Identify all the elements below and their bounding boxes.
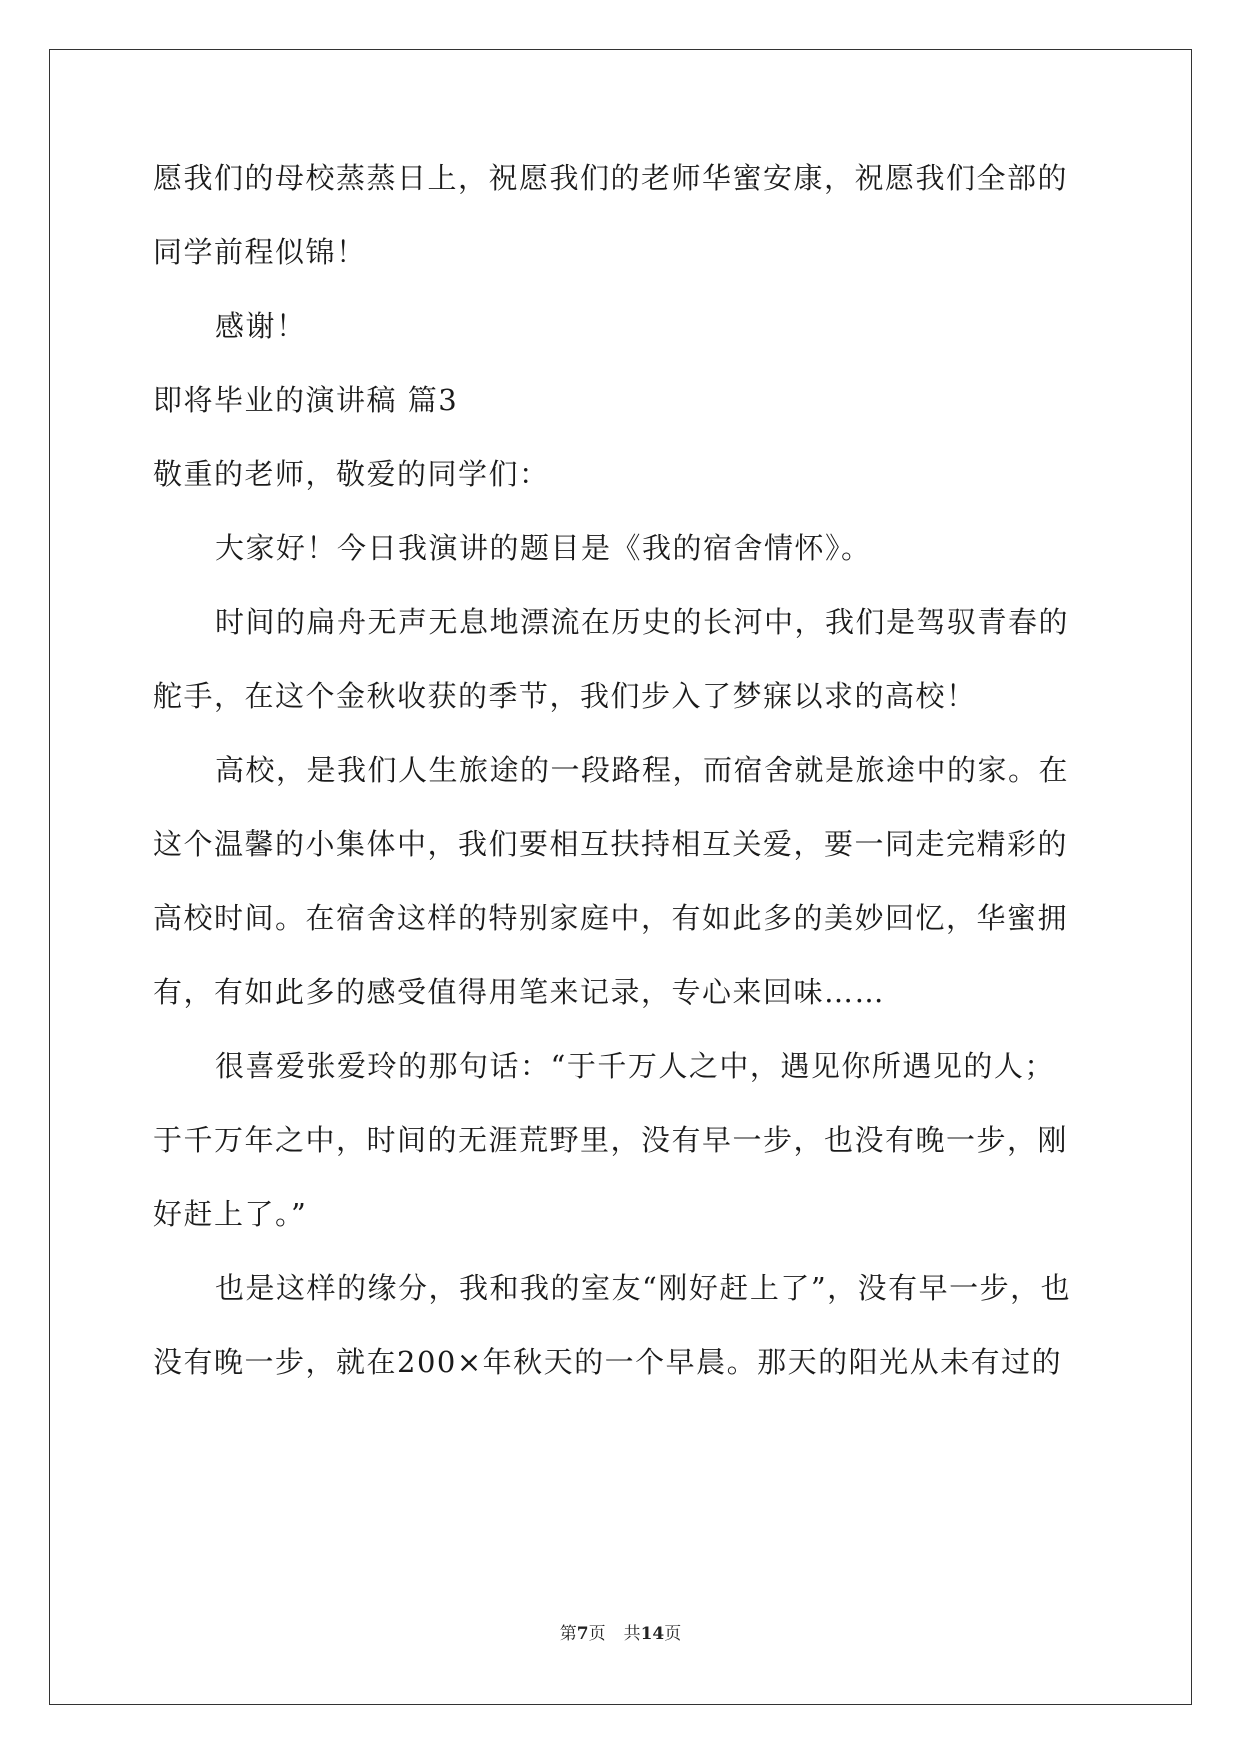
paragraph-line: 舵手，在这个金秋收获的季节，我们步入了梦寐以求的高校！ xyxy=(153,679,977,713)
paragraph-line: 高校时间。在宿舍这样的特别家庭中，有如此多的美妙回忆，华蜜拥 xyxy=(153,901,1069,935)
paragraph-line: 有，有如此多的感受值得用笔来记录，专心来回味…… xyxy=(153,975,886,1009)
paragraph-line: 时间的扁舟无声无息地漂流在历史的长河中，我们是驾驭青春的 xyxy=(215,605,1070,639)
section-heading: 即将毕业的演讲稿 篇3 xyxy=(153,383,459,417)
paragraph-line: 高校，是我们人生旅途的一段路程，而宿舍就是旅途中的家。在 xyxy=(215,753,1070,787)
paragraph-line: 这个温馨的小集体中，我们要相互扶持相互关爱，要一同走完精彩的 xyxy=(153,827,1069,861)
page-footer xyxy=(0,1622,1241,1646)
paragraph-line: 感谢！ xyxy=(215,309,307,343)
paragraph-line: 愿我们的母校蒸蒸日上，祝愿我们的老师华蜜安康，祝愿我们全部的 xyxy=(153,161,1069,195)
paragraph-line: 大家好！今日我演讲的题目是《我的宿舍情怀》。 xyxy=(215,531,872,565)
page-total: 14 xyxy=(640,1624,665,1644)
paragraph-line: 于千万年之中，时间的无涯荒野里，没有早一步，也没有晚一步，刚 xyxy=(153,1123,1069,1157)
paragraph-line: 也是这样的缘分，我和我的室友“刚好赶上了”，没有早一步，也 xyxy=(215,1271,1072,1305)
paragraph-line: 同学前程似锦！ xyxy=(153,235,367,269)
page-prefix: 第 xyxy=(559,1624,577,1644)
paragraph-line: 没有晚一步，就在200×年秋天的一个早晨。那天的阳光从未有过的 xyxy=(153,1345,1063,1379)
total-prefix: 共 xyxy=(623,1624,641,1644)
page-current: 7 xyxy=(576,1624,589,1644)
salutation: 敬重的老师，敬爱的同学们： xyxy=(153,457,550,491)
page-border xyxy=(49,49,1192,1705)
page-suffix: 页 xyxy=(588,1624,606,1644)
paragraph-line: 很喜爱张爱玲的那句话：“于千万人之中，遇见你所遇见的人； xyxy=(215,1049,1055,1083)
total-suffix: 页 xyxy=(664,1624,682,1644)
paragraph-line: 好赶上了。” xyxy=(153,1197,308,1231)
